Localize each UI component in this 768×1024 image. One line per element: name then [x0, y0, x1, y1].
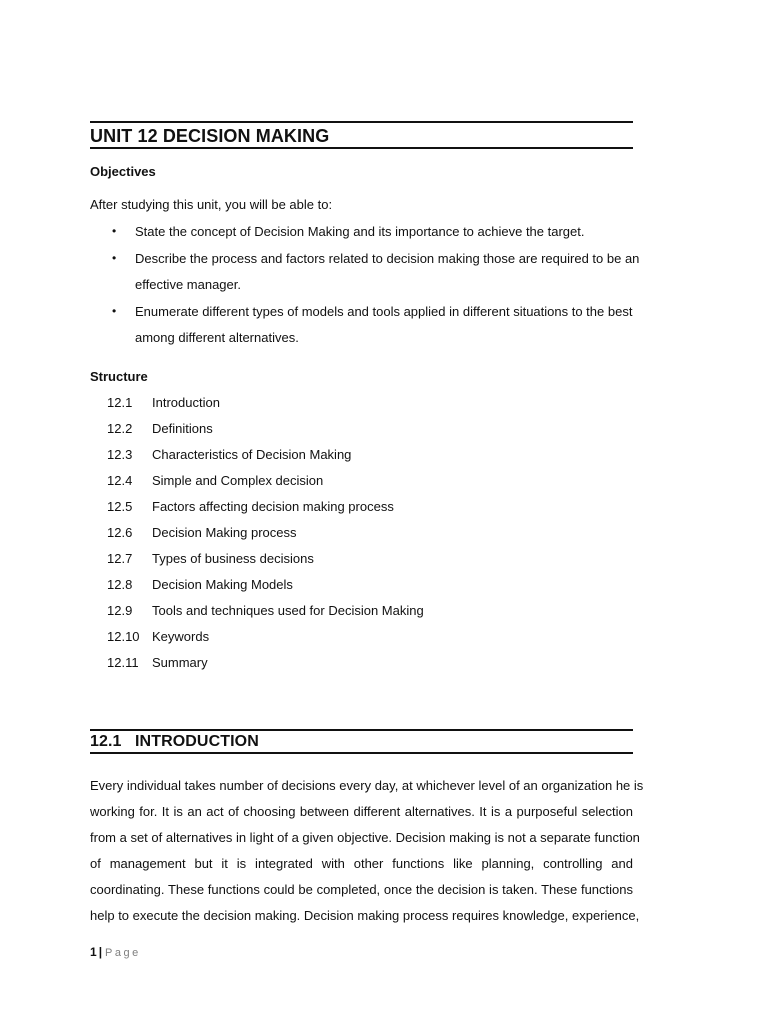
- toc-number: 12.5: [107, 499, 133, 514]
- page-number: 1: [90, 945, 97, 959]
- toc-number: 12.4: [107, 473, 133, 488]
- page-footer: [90, 945, 141, 959]
- introduction-heading-rule-block: [90, 729, 633, 754]
- structure-label: Structure: [90, 369, 148, 384]
- objective-item-2-line-1: Describe the process and factors related to decision making those are required to be an: [135, 251, 640, 266]
- toc-number: 12.3: [107, 447, 133, 462]
- objectives-intro: After studying this unit, you will be able to:: [90, 197, 333, 212]
- objectives-label: Objectives: [90, 164, 156, 179]
- toc-title: Decision Making Models: [152, 577, 293, 592]
- paragraph-line: of management but it is integrated with other functions like planning, controlling and: [90, 856, 633, 871]
- unit-title-rule-block: [90, 121, 633, 149]
- toc-title: Factors affecting decision making process: [152, 499, 394, 514]
- toc-title: Definitions: [152, 421, 213, 436]
- section-title: INTRODUCTION: [135, 733, 259, 750]
- footer-separator: |: [98, 945, 103, 959]
- paragraph-line: from a set of alternatives in light of a given objective. Decision making is not a separate function: [90, 830, 640, 845]
- toc-title: Types of business decisions: [152, 551, 314, 566]
- toc-title: Summary: [152, 655, 208, 670]
- objective-item-3-line-1: Enumerate different types of models and tools applied in different situations to the best: [135, 304, 633, 319]
- page-word: Page: [105, 947, 141, 959]
- toc-number: 12.9: [107, 603, 133, 618]
- bullet-glyph: •: [112, 224, 117, 238]
- paragraph-line: coordinating. These functions could be completed, once the decision is taken. These functions: [90, 882, 633, 897]
- toc-number: 12.2: [107, 421, 133, 436]
- objective-item-3-line-2: among different alternatives.: [135, 330, 299, 345]
- bullet-glyph: •: [112, 304, 117, 318]
- introduction-heading: [90, 733, 259, 751]
- toc-number: 12.7: [107, 551, 133, 566]
- bullet-glyph: •: [112, 251, 117, 265]
- toc-title: Tools and techniques used for Decision Making: [152, 603, 424, 618]
- toc-number: 12.8: [107, 577, 133, 592]
- objective-item-2-line-2: effective manager.: [135, 277, 241, 292]
- toc-title: Decision Making process: [152, 525, 297, 540]
- paragraph-line: help to execute the decision making. Decision making process requires knowledge, experience,: [90, 908, 640, 923]
- paragraph-line: Every individual takes number of decisions every day, at whichever level of an organization he is: [90, 778, 644, 793]
- toc-number: 12.1: [107, 395, 133, 410]
- toc-title: Introduction: [152, 395, 220, 410]
- toc-number: 12.6: [107, 525, 133, 540]
- objective-item-1: State the concept of Decision Making and its importance to achieve the target.: [135, 224, 585, 239]
- section-number: 12.1: [90, 733, 122, 750]
- paragraph-line: working for. It is an act of choosing between different alternatives. It is a purposeful selection: [90, 804, 633, 819]
- toc-number: 12.10: [107, 629, 140, 644]
- toc-title: Characteristics of Decision Making: [152, 447, 352, 462]
- unit-title: UNIT 12 DECISION MAKING: [90, 126, 330, 146]
- toc-title: Simple and Complex decision: [152, 473, 324, 488]
- toc-number: 12.11: [107, 655, 139, 670]
- toc-title: Keywords: [152, 629, 210, 644]
